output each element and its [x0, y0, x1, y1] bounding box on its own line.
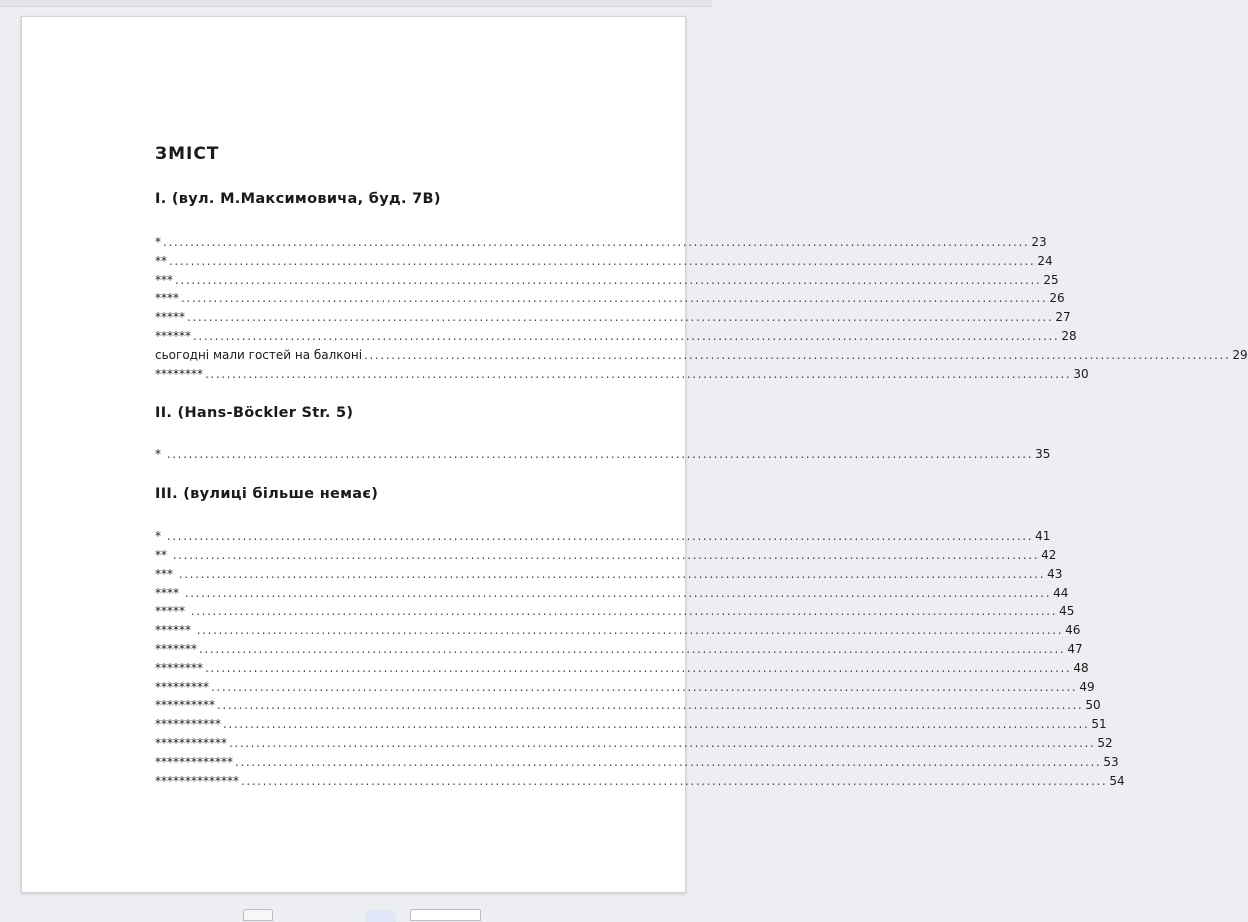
dot-leader: ................................................................................................................................................................	[241, 773, 1108, 788]
toc-entry[interactable]	[155, 365, 1089, 384]
toc-entry-label: ***********	[155, 717, 221, 732]
viewer-bottom-controls	[0, 904, 712, 916]
toc-entry-label: *	[155, 235, 161, 249]
toc-entry-label: **	[155, 547, 171, 562]
toc-entry-page-number: 52	[1097, 735, 1113, 750]
dot-leader: ................................................................................................................................................................	[184, 585, 1052, 600]
toc-entry[interactable]	[155, 659, 1089, 678]
toc-entry-label: ******	[155, 328, 191, 343]
toc-entry[interactable]	[155, 445, 1051, 464]
toc-entry[interactable]	[155, 527, 1051, 546]
toc-entry[interactable]	[155, 584, 1069, 603]
dot-leader: ................................................................................................................................................................	[181, 291, 1048, 306]
toc-entry[interactable]	[155, 734, 1113, 753]
dot-leader: ................................................................................................................................................................	[217, 698, 1084, 713]
toc-entry[interactable]	[155, 346, 1248, 365]
table-of-contents	[155, 141, 1248, 790]
toc-entry[interactable]	[155, 772, 1125, 791]
section-entries	[155, 445, 1051, 464]
toc-entry-page-number: 28	[1061, 328, 1077, 343]
viewer-toolbar-edge	[0, 0, 712, 7]
toc-entry-label: ********	[155, 660, 203, 675]
dot-leader: ................................................................................................................................................................	[196, 623, 1064, 638]
toc-entry-page-number: 25	[1043, 272, 1059, 287]
toc-entry-label: **************	[155, 773, 239, 788]
toc-entry-label: **	[155, 253, 167, 268]
zoom-control[interactable]	[365, 910, 396, 922]
toc-entry-label: *****	[155, 604, 189, 619]
page-thumbnail-button[interactable]	[243, 909, 273, 921]
toc-entry-label: *****	[155, 310, 185, 325]
toc-entry[interactable]	[155, 289, 1065, 308]
toc-entry-label: ****	[155, 585, 183, 600]
toc-entry-page-number: 27	[1055, 310, 1071, 325]
toc-entry-page-number: 41	[1035, 529, 1051, 544]
toc-entry-label: *	[155, 447, 165, 462]
toc-entry[interactable]	[155, 753, 1119, 772]
toc-entry-page-number: 26	[1049, 291, 1065, 306]
toc-entry[interactable]	[155, 252, 1053, 271]
toc-entry-page-number: 43	[1047, 566, 1063, 581]
toc-entry-label: сьогодні мали гостей на балконі	[155, 347, 363, 362]
page-number-field[interactable]	[410, 909, 481, 921]
toc-entry[interactable]	[155, 678, 1095, 697]
toc-entry-page-number: 50	[1085, 698, 1101, 713]
dot-leader: ................................................................................................................................................................	[169, 253, 1036, 268]
dot-leader: ................................................................................................................................................................	[205, 660, 1072, 675]
section-title: III. (вулиці більше немає)	[155, 486, 379, 503]
toc-entry[interactable]	[155, 308, 1071, 327]
toc-entry-label: *******	[155, 641, 197, 656]
dot-leader: ................................................................................................................................................................	[199, 641, 1066, 656]
toc-entry-label: *************	[155, 754, 233, 769]
toc-entry-label: ****	[155, 291, 179, 306]
toc-entry-page-number: 24	[1037, 253, 1053, 268]
toc-entry-label: ************	[155, 735, 227, 750]
toc-entry-page-number: 51	[1091, 717, 1107, 732]
toc-entry-label: ********	[155, 366, 203, 381]
toc-entry-page-number: 42	[1041, 547, 1057, 562]
dot-leader: ................................................................................................................................................................	[172, 547, 1040, 562]
toc-entry-page-number: 48	[1073, 660, 1089, 675]
toc-entry-label: *********	[155, 679, 209, 694]
toc-entry-page-number: 23	[1031, 235, 1047, 249]
toc-entry-page-number: 30	[1073, 366, 1089, 381]
toc-entry-page-number: 35	[1035, 447, 1051, 462]
toc-entry-page-number: 49	[1079, 679, 1095, 694]
section-entries	[155, 233, 1248, 383]
dot-leader: ................................................................................................................................................................	[178, 566, 1046, 581]
toc-entry[interactable]	[155, 271, 1059, 290]
section-entries	[155, 527, 1125, 790]
toc-entry-label: *	[155, 529, 165, 544]
toc-entry-label: ***	[155, 566, 177, 581]
toc-entry-page-number: 53	[1103, 754, 1119, 769]
dot-leader: ................................................................................................................................................................	[205, 366, 1072, 381]
dot-leader: ................................................................................................................................................................	[175, 272, 1042, 287]
toc-entry-label: **********	[155, 698, 215, 713]
toc-entry[interactable]	[155, 602, 1075, 621]
dot-leader: ................................................................................................................................................................	[235, 754, 1102, 769]
toc-entry[interactable]	[155, 640, 1083, 659]
dot-leader: ................................................................................................................................................................	[229, 735, 1096, 750]
dot-leader: ................................................................................................................................................................	[193, 328, 1060, 343]
dot-leader: ................................................................................................................................................................	[166, 529, 1034, 544]
toc-entry[interactable]	[155, 696, 1101, 715]
dot-leader: ................................................................................................................................................................	[364, 347, 1231, 362]
section-title: I. (вул. М.Максимовича, буд. 7В)	[155, 191, 441, 207]
toc-entry[interactable]	[155, 233, 1047, 252]
toc-entry[interactable]	[155, 546, 1057, 565]
toc-entry-page-number: 44	[1053, 585, 1069, 600]
toc-entry[interactable]	[155, 565, 1063, 584]
dot-leader: ................................................................................................................................................................	[166, 447, 1034, 462]
dot-leader: ................................................................................................................................................................	[223, 717, 1090, 732]
toc-entry-page-number: 46	[1065, 623, 1081, 638]
toc-entry-label: ***	[155, 272, 173, 287]
toc-entry-page-number: 47	[1067, 641, 1083, 656]
toc-entry-page-number: 45	[1059, 604, 1075, 619]
toc-entry[interactable]	[155, 621, 1081, 640]
toc-entry[interactable]	[155, 715, 1107, 734]
dot-leader: ................................................................................................................................................................	[163, 235, 1030, 249]
dot-leader: ................................................................................................................................................................	[190, 604, 1058, 619]
dot-leader: ................................................................................................................................................................	[211, 679, 1078, 694]
toc-entry[interactable]	[155, 327, 1077, 346]
toc-entry-label: ******	[155, 623, 195, 638]
toc-title: ЗМІСТ	[155, 144, 220, 164]
document-page	[21, 16, 1248, 893]
section-title: II. (Hans-Böckler Str. 5)	[155, 405, 354, 422]
dot-leader: ................................................................................................................................................................	[187, 310, 1054, 325]
toc-entry-page-number: 54	[1109, 773, 1125, 788]
toc-entry-page-number: 29	[1232, 347, 1248, 362]
